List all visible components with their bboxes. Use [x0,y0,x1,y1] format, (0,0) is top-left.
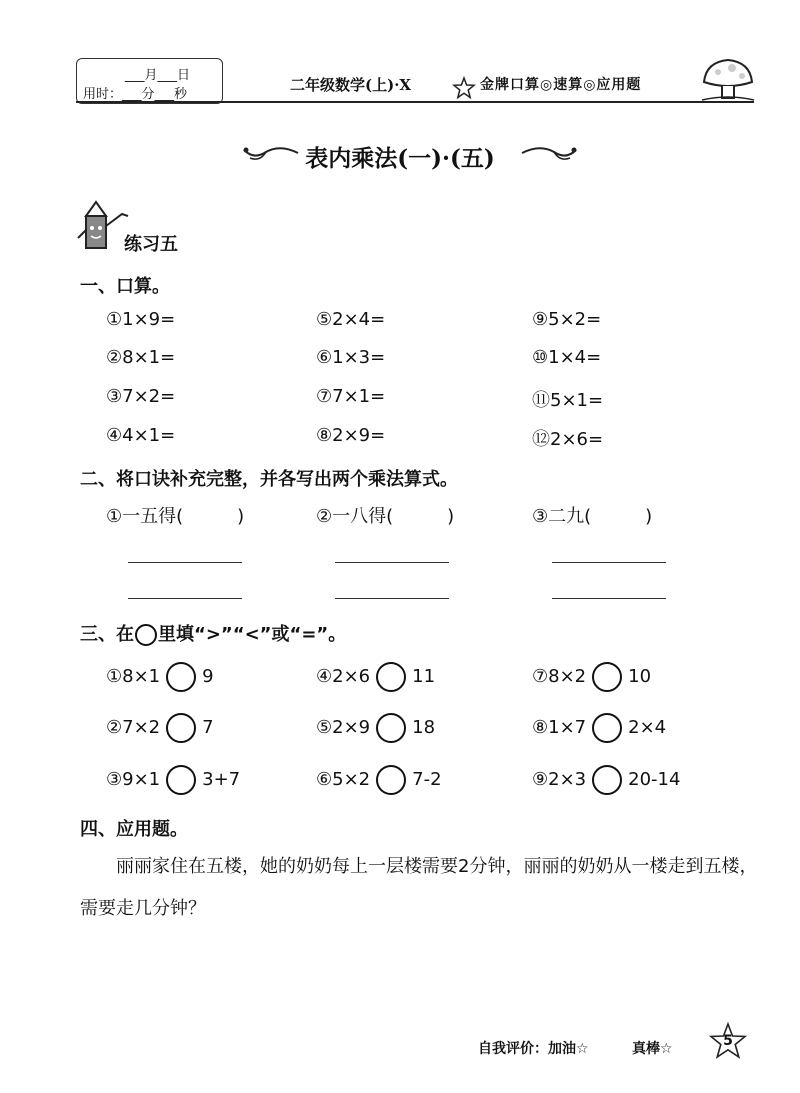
date-line: ___月___日 [125,68,191,83]
mushroom-icon [700,56,756,104]
q3-item [532,711,666,745]
circle-symbol-icon [135,624,157,646]
q3-item [106,711,214,745]
great-label: 真棒☆ [632,1041,673,1057]
q3-item [532,763,680,797]
q1-item: ⑪5×1= [532,390,604,411]
q3-right-expr: 9 [202,666,214,687]
compare-circle[interactable] [166,713,196,743]
q3-right-expr: 18 [412,717,436,738]
answer-line[interactable] [335,598,449,599]
q2-title: 二、将口诀补充完整，并各写出两个乘法算式。 [80,469,458,490]
q3-left-expr: ①8×1 [106,666,161,687]
q3-item [316,763,442,797]
q3-item [316,711,435,745]
q2-item: ①一五得( ) [106,506,245,527]
time-line: 用时：___分___秒 [83,87,188,102]
q3-left-expr: ⑨2×3 [532,769,587,790]
q3-item [532,660,651,694]
self-eval-label: 自我评价：加油☆ [478,1041,589,1057]
answer-line[interactable] [335,562,449,563]
q2-item: ②一八得( ) [316,506,455,527]
answer-line[interactable] [128,598,242,599]
compare-circle[interactable] [592,765,622,795]
q1-item: ⑨5×2= [532,309,602,330]
compare-circle[interactable] [592,662,622,692]
answer-line[interactable] [552,598,666,599]
page-number-badge [708,1022,748,1062]
q3-right-expr: 7-2 [412,769,442,790]
q3-right-expr: 10 [628,666,652,687]
date-time-box [76,58,223,104]
q3-left-expr: ⑥5×2 [316,769,371,790]
q3-title [80,620,346,646]
q1-item: ⑤2×4= [316,309,386,330]
q3-right-expr: 2×4 [628,717,667,738]
q4-title: 四、应用题。 [80,819,188,840]
q3-left-expr: ⑤2×9 [316,717,371,738]
q3-right-expr: 3+7 [202,769,241,790]
q2-item: ③二九( ) [532,506,653,527]
q1-item: ⑥1×3= [316,347,386,368]
q1-item: ⑩1×4= [532,347,602,368]
section-label: 练习五 [124,234,178,255]
star-icon [452,76,476,100]
compare-circle[interactable] [166,662,196,692]
q1-item: ⑫2×6= [532,429,604,450]
q3-left-expr: ⑦8×2 [532,666,587,687]
right-flourish-icon [520,140,580,166]
q1-item: ⑧2×9= [316,425,386,446]
q3-left-expr: ③9×1 [106,769,161,790]
compare-circle[interactable] [376,662,406,692]
q3-title-suffix: 里填“>”“<”或“=”。 [158,624,347,645]
series-tag: 金牌口算◎速算◎应用题 [480,77,642,93]
q3-left-expr: ②7×2 [106,717,161,738]
q1-item: ④4×1= [106,425,176,446]
q4-problem-text: 丽丽家住在五楼，她的奶奶每上一层楼需要2分钟，丽丽的奶奶从一楼走到五楼，需要走几分钟？ [80,856,758,919]
q1-title: 一、口算。 [80,276,170,297]
compare-circle[interactable] [592,713,622,743]
answer-line[interactable] [128,562,242,563]
compare-circle[interactable] [376,765,406,795]
compare-circle[interactable] [166,765,196,795]
q3-title-prefix: 三、在 [80,624,134,645]
compare-circle[interactable] [376,713,406,743]
q3-item [106,660,214,694]
q3-right-expr: 20-14 [628,769,681,790]
q3-left-expr: ④2×6 [316,666,371,687]
q3-left-expr: ⑧1×7 [532,717,587,738]
page-title: 表内乘法(一)·(五) [305,145,495,172]
book-title: 二年级数学(上)·X [290,76,412,94]
page-number: 5 [723,1033,733,1049]
answer-line[interactable] [552,562,666,563]
q1-item: ⑦7×1= [316,386,386,407]
q3-right-expr: 7 [202,717,214,738]
q1-item: ①1×9= [106,309,176,330]
q3-item [106,763,240,797]
q3-item [316,660,435,694]
q1-item: ②8×1= [106,347,176,368]
q1-item: ③7×2= [106,386,176,407]
header-divider [76,101,754,103]
q3-right-expr: 11 [412,666,436,687]
